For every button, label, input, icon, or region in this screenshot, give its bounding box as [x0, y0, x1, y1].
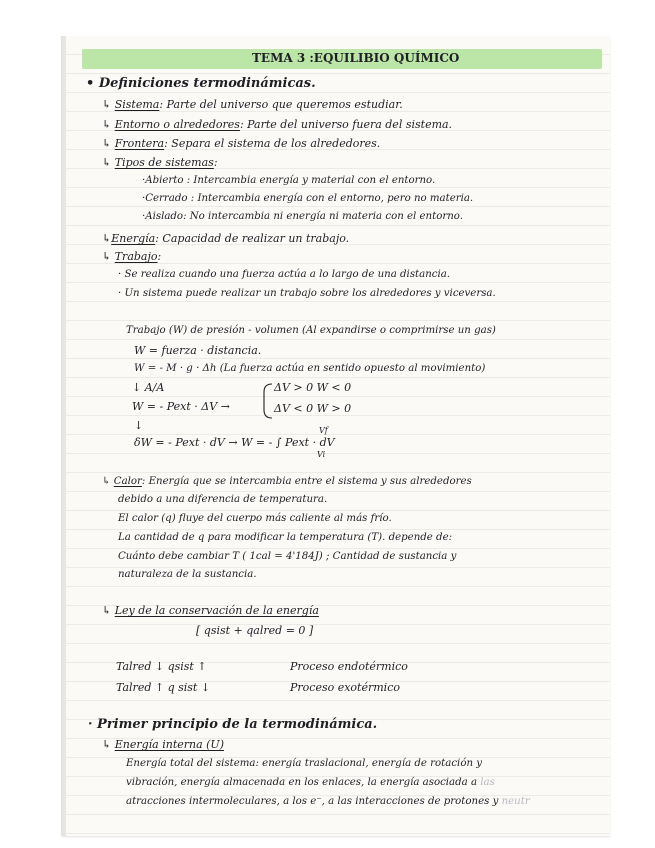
def-energia: : Capacidad de realizar un trabajo. [155, 232, 350, 245]
term-calor: Calor [113, 476, 142, 487]
endo-condition: Talred ↓ qsist ↑ [116, 660, 207, 673]
endo-label: Proceso endotérmico [290, 660, 408, 673]
tipo-abierto: ·Abierto : Intercambia energía y material con el entorno. [142, 175, 436, 186]
item-entorno [102, 118, 452, 131]
pv-down-arrow: ↓ [134, 419, 144, 432]
term-tipos: Tipos de sistemas [114, 156, 214, 169]
item-energia [102, 232, 349, 245]
arrow-bullet-icon: ↳ [102, 137, 115, 150]
calor-line-5: Cuánto debe cambiar T ( 1cal = 4'184J) ; Cantidad de sustancia y [118, 551, 457, 562]
arrow-bullet-icon: ↳ [102, 250, 115, 263]
trabajo-point-2: · Un sistema puede realizar un trabajo sobre los alrededores y viceversa. [118, 288, 496, 299]
arrow-bullet-icon: ↳ [102, 98, 115, 111]
item-calor [102, 476, 472, 487]
trabajo-point-1: · Se realiza cuando una fuerza actúa a lo largo de una distancia. [118, 269, 451, 280]
arrow-bullet-icon: ↳ [102, 738, 115, 751]
term-entorno: Entorno o alrededores [114, 118, 240, 131]
term-trabajo: Trabajo [114, 250, 158, 263]
pv-case-compression: ΔV < 0 W > 0 [274, 402, 352, 415]
eint-line-1: Energía total del sistema: energía traslacional, energía de rotación y [126, 758, 483, 769]
pv-formula-4: W = - Pext · ΔV → [132, 400, 230, 413]
pv-formula-2: W = - M · g · Δh (La fuerza actúa en sentido opuesto al movimiento) [134, 363, 486, 374]
eint-line-2-text: vibración, energía almacenada en los enlaces, la energía asociada a [126, 777, 478, 788]
eint-line-2-faded: las [480, 777, 495, 788]
integral-lower-limit: Vi [317, 450, 326, 459]
def-frontera: : Separa el sistema de los alrededores. [164, 137, 381, 150]
pv-case-expansion: ΔV > 0 W < 0 [274, 381, 352, 394]
term-frontera: Frontera [114, 137, 165, 150]
arrow-bullet-icon: ↳ [102, 604, 115, 617]
calor-line-6: naturaleza de la sustancia. [118, 569, 257, 580]
calor-line-3: El calor (q) fluye del cuerpo más caliente al más frío. [118, 513, 392, 524]
trabajo-colon: : [157, 250, 162, 263]
tipo-aislado: ·Aislado: No intercambia ni energía ni materia con el entorno. [142, 211, 463, 222]
eint-line-3-text: atracciones intermoleculares, a los e⁻, a las interacciones de protones y [126, 796, 499, 807]
arrow-bullet-icon: ↳ [102, 156, 115, 169]
pv-formula-1: W = fuerza · distancia. [134, 344, 262, 357]
item-trabajo [102, 250, 161, 263]
pv-integral: δW = - Pext · dV → W = - ∫ Pext · dV [134, 436, 335, 449]
calor-line-2: debido a una diferencia de temperatura. [118, 494, 328, 505]
eint-line-3-faded: neutr [501, 796, 530, 807]
arrow-bullet-icon: ↳ [102, 232, 112, 245]
sign-bracket [260, 382, 274, 420]
eint-line-3 [126, 796, 530, 807]
def-entorno: : Parte del universo fuera del sistema. [239, 118, 453, 131]
item-tipos [102, 156, 218, 169]
def-calor: : Energía que se intercambia entre el sistema y sus alrededores [141, 476, 472, 487]
item-ley-conservacion [102, 604, 319, 617]
exo-condition: Talred ↑ q sist ↓ [116, 681, 211, 694]
section-heading-definiciones: • Definiciones termodinámicas. [86, 76, 316, 91]
term-ley-conservacion: Ley de la conservación de la energía [114, 604, 319, 617]
def-sistema: : Parte del universo que queremos estudiar. [159, 98, 403, 111]
tipo-cerrado: ·Cerrado : Intercambia energía con el entorno, pero no materia. [142, 193, 474, 204]
ley-equation: [ qsist + qalred = 0 ] [196, 624, 314, 637]
item-energia-interna [102, 738, 224, 751]
eint-line-2 [126, 777, 495, 788]
page-title: TEMA 3 :EQUILIBIO QUÍMICO [252, 51, 460, 65]
section-heading-primer-principio: · Primer principio de la termodinámica. [88, 717, 378, 732]
tipos-colon: : [213, 156, 218, 169]
item-frontera [102, 137, 380, 150]
integral-upper-limit: Vf [319, 426, 328, 435]
term-energia: Energía [111, 232, 156, 245]
pv-title: Trabajo (W) de presión - volumen (Al expandirse o comprimirse un gas) [126, 325, 496, 336]
exo-label: Proceso exotérmico [290, 681, 400, 694]
notebook-page [62, 36, 610, 836]
calor-line-4: La cantidad de q para modificar la temperatura (T). depende de: [118, 532, 453, 543]
term-sistema: Sistema [114, 98, 160, 111]
page-binding-edge [62, 36, 66, 836]
item-sistema [102, 98, 403, 111]
arrow-bullet-icon: ↳ [102, 476, 114, 487]
arrow-bullet-icon: ↳ [102, 118, 115, 131]
term-energia-interna: Energía interna (U) [114, 738, 224, 751]
pv-formula-3: ↓ A/A [132, 381, 165, 394]
